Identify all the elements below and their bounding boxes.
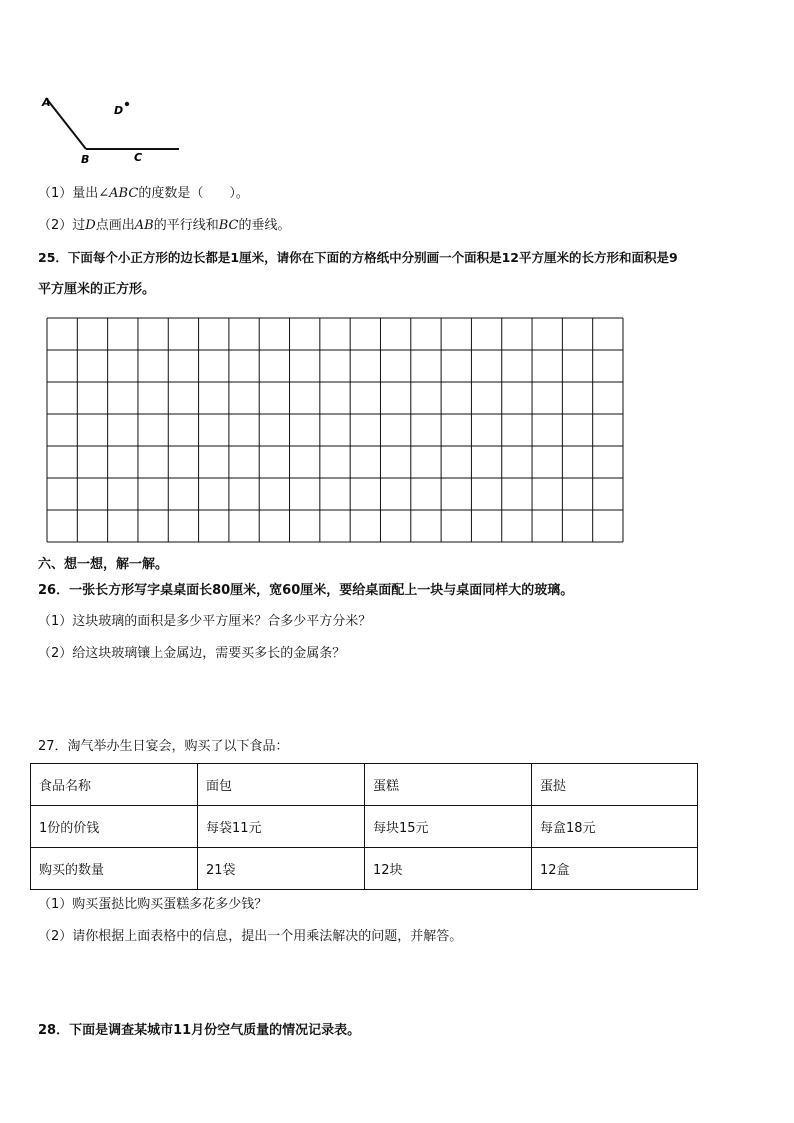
table-cell: 21袋	[198, 848, 365, 890]
q26-part1: （1）这块玻璃的面积是多少平方厘米？合多少平方分米？	[38, 614, 372, 629]
label-c: C	[134, 151, 143, 164]
angle-abc-figure	[36, 90, 196, 170]
table-cell: 1份的价钱	[31, 806, 198, 848]
q27-text: 27．淘气举办生日宴会，购买了以下食品：	[38, 739, 289, 754]
table-cell: 面包	[198, 764, 365, 806]
table-cell: 每块15元	[365, 806, 532, 848]
table-cell: 购买的数量	[31, 848, 198, 890]
q27-part2: （2）请你根据上面表格中的信息，提出一个用乘法解决的问题，并解答。	[38, 929, 463, 944]
table-cell: 12盒	[532, 848, 698, 890]
q24-part2: （2）过D点画出AB的平行线和BC的垂线。	[38, 218, 291, 233]
q27-part1: （1）购买蛋挞比购买蛋糕多花多少钱？	[38, 897, 268, 912]
food-table	[30, 763, 698, 890]
label-a: A	[42, 96, 51, 109]
table-cell: 食品名称	[31, 764, 198, 806]
table-cell: 蛋糕	[365, 764, 532, 806]
table-cell: 每袋11元	[198, 806, 365, 848]
square-grid-paper	[46, 317, 624, 543]
q26-text: 26．一张长方形写字桌桌面长80厘米，宽60厘米，要给桌面配上一块与桌面同样大的玻璃。	[38, 583, 574, 598]
q24-part1: （1）量出∠ABC的度数是（ ）。	[38, 186, 249, 201]
angle-abc: ∠ABC	[98, 186, 139, 201]
q25-text-line2: 平方厘米的正方形。	[38, 282, 156, 297]
point-d	[125, 102, 129, 106]
label-d: D	[114, 104, 124, 117]
section6-title: 六、想一想，解一解。	[38, 557, 169, 572]
table-row	[31, 806, 698, 848]
label-b: B	[81, 153, 90, 166]
q26-part2: （2）给这块玻璃镶上金属边，需要买多长的金属条？	[38, 646, 346, 661]
table-cell: 每盒18元	[532, 806, 698, 848]
q28-text: 28．下面是调查某城市11月份空气质量的情况记录表。	[38, 1023, 361, 1038]
ray-ba	[46, 98, 86, 149]
table-cell: 蛋挞	[532, 764, 698, 806]
table-row	[31, 764, 698, 806]
q25-text-line1: 25．下面每个小正方形的边长都是1厘米，请你在下面的方格纸中分别画一个面积是12平方厘米的长方形和面积是9	[38, 250, 678, 265]
table-row	[31, 848, 698, 890]
table-cell: 12块	[365, 848, 532, 890]
